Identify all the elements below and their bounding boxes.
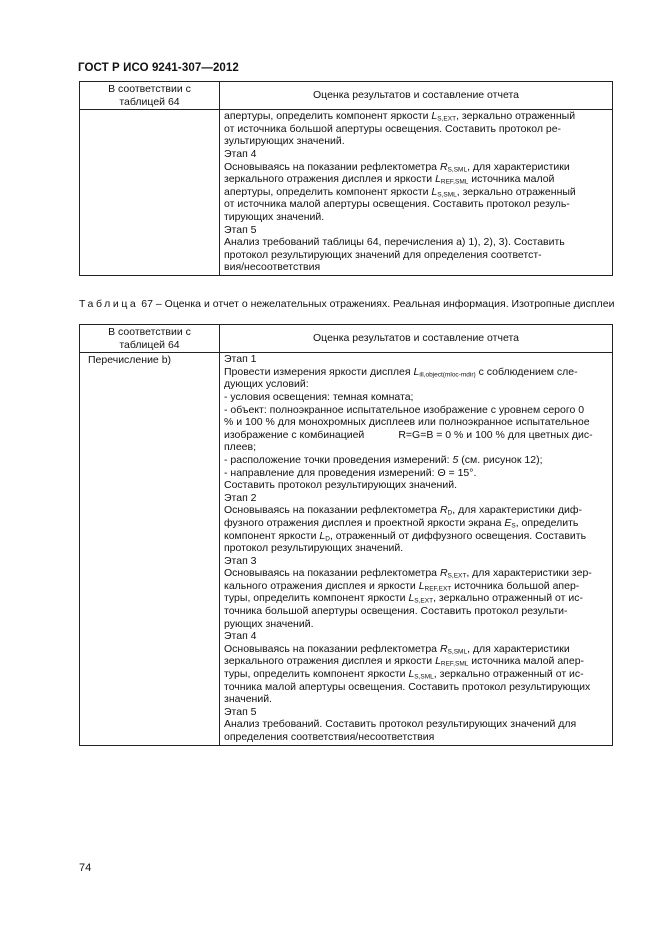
row-label: Перечисление b): [80, 353, 220, 745]
table-row: [80, 353, 613, 745]
table-header-row: [80, 82, 613, 110]
table-67: [79, 324, 613, 746]
text-line: компонент яркости $L_D$, отраженный от диффузного освещения. Составить: [224, 529, 587, 542]
text-line: от источника малой апертуры освещения. Составить протокол резуль-: [224, 198, 570, 211]
column-header-evaluation: Оценка результатов и составление отчета: [220, 82, 613, 110]
text-line: определения соответствия/несоответствия: [224, 731, 435, 743]
text-line: Провести измерения яркости дисплея $L_{ill,object(mloc-mdir)}$ с соблюдением сле-: [224, 365, 578, 379]
text-line: % и 100 % для монохромных дисплеев или полноэкранное испытательное: [224, 416, 590, 429]
text-line: зеркального отражения дисплея и яркости $L_{REF,SML}$ источника малой: [224, 173, 555, 186]
text-line: зультирующих значений.: [224, 135, 345, 148]
text-line: рующих значений.: [224, 617, 314, 630]
page-number: 74: [79, 862, 92, 874]
text-line: вия/несоответствия: [224, 261, 321, 274]
table-caption: Таблица 67 – Оценка и отчет о нежелательных отражениях. Реальная информация. Изотропные дисплеи: [79, 298, 615, 310]
text-line: протокол результирующих значений.: [224, 542, 404, 555]
text-line: - объект: полноэкранное испытательное изображение с уровнем серого 0: [224, 403, 585, 416]
evaluation-cell: [220, 110, 613, 276]
text-line: тирующих значений.: [224, 210, 325, 223]
text-line: апертуры, определить компонент яркости $L_{S,EXT}$, зеркально отраженный: [224, 110, 576, 123]
text-line: Основываясь на показании рефлектометра $R_D$, для характеристики диф-: [224, 504, 582, 517]
text-line: Основываясь на показании рефлектометра $R_{S,SML}$, для характеристики: [224, 160, 570, 174]
text-line: апертуры, определить компонент яркости $L_{S,SML}$, зеркально отраженный: [224, 185, 576, 199]
text-line: изображение с комбинацией R=G=B = 0 % и 100 % для цветных дис-: [224, 428, 593, 441]
text-line: зеркального отражения дисплея и яркости $L_{REF,SML}$ источника малой апер-: [224, 655, 585, 668]
table-row: [80, 110, 613, 276]
text-line: точника малой апертуры освещения. Составить протокол результирующих: [224, 680, 591, 693]
text-line: Анализ требований таблицы 64, перечисления a) 1), 2), 3). Составить: [224, 236, 565, 249]
stage-heading: Этап 3: [224, 554, 257, 567]
text-line: от источника большой апертуры освещения. Составить протокол ре-: [224, 122, 562, 135]
row-label-empty: [80, 110, 220, 276]
text-line: фузного отражения дисплея и проектной яркости экрана $E_S$, определить: [224, 516, 579, 530]
text-line: - направление для проведения измерений: Θ = 15°.: [224, 466, 477, 479]
text-line: дующих условий:: [224, 378, 309, 391]
text-line: туры, определить компонент яркости $L_{S,EXT}$, зеркально отраженный от ис-: [224, 592, 583, 605]
text-line: протокол результирующих значений для определения соответст-: [224, 248, 542, 261]
column-header-reference: В соответствии с таблицей 64: [80, 325, 220, 353]
text-line: туры, определить компонент яркости $L_{S,SML}$, зеркально отраженный от ис-: [224, 668, 584, 681]
stage-heading: Этап 5: [224, 223, 257, 236]
text-line: плеев;: [224, 441, 256, 454]
text-line: Основываясь на показании рефлектометра $R_{S,EXT}$, для характеристики зер-: [224, 567, 592, 580]
stage-heading: Этап 4: [224, 147, 257, 160]
table-header-row: [80, 325, 613, 353]
text-line: - условия освещения: темная комната;: [224, 390, 414, 403]
column-header-evaluation: Оценка результатов и составление отчета: [220, 325, 613, 353]
text-line: значений.: [224, 693, 272, 706]
text-line: Анализ требований. Составить протокол результирующих значений для: [224, 718, 577, 731]
stage-heading: Этап 4: [224, 630, 257, 643]
stage-heading: Этап 2: [224, 491, 257, 504]
text-line: Составить протокол результирующих значений.: [224, 479, 457, 492]
text-line: - расположение точки проведения измерений: 5 (см. рисунок 12);: [224, 453, 543, 466]
text-line: Основываясь на показании рефлектометра $R_{S,SML}$, для характеристики: [224, 642, 570, 656]
table-continuation: [79, 81, 613, 276]
text-line: точника большой апертуры освещения. Составить протокол результи-: [224, 605, 568, 618]
text-line: кального отражения дисплея и яркости $L_{REF,EXT}$ источника большой апер-: [224, 579, 580, 593]
stage-heading: Этап 1: [224, 353, 257, 366]
evaluation-cell: [220, 353, 613, 745]
column-header-reference: В соответствии с таблицей 64: [80, 82, 220, 110]
stage-heading: Этап 5: [224, 705, 257, 718]
document-header: ГОСТ Р ИСО 9241-307—2012: [78, 62, 239, 74]
